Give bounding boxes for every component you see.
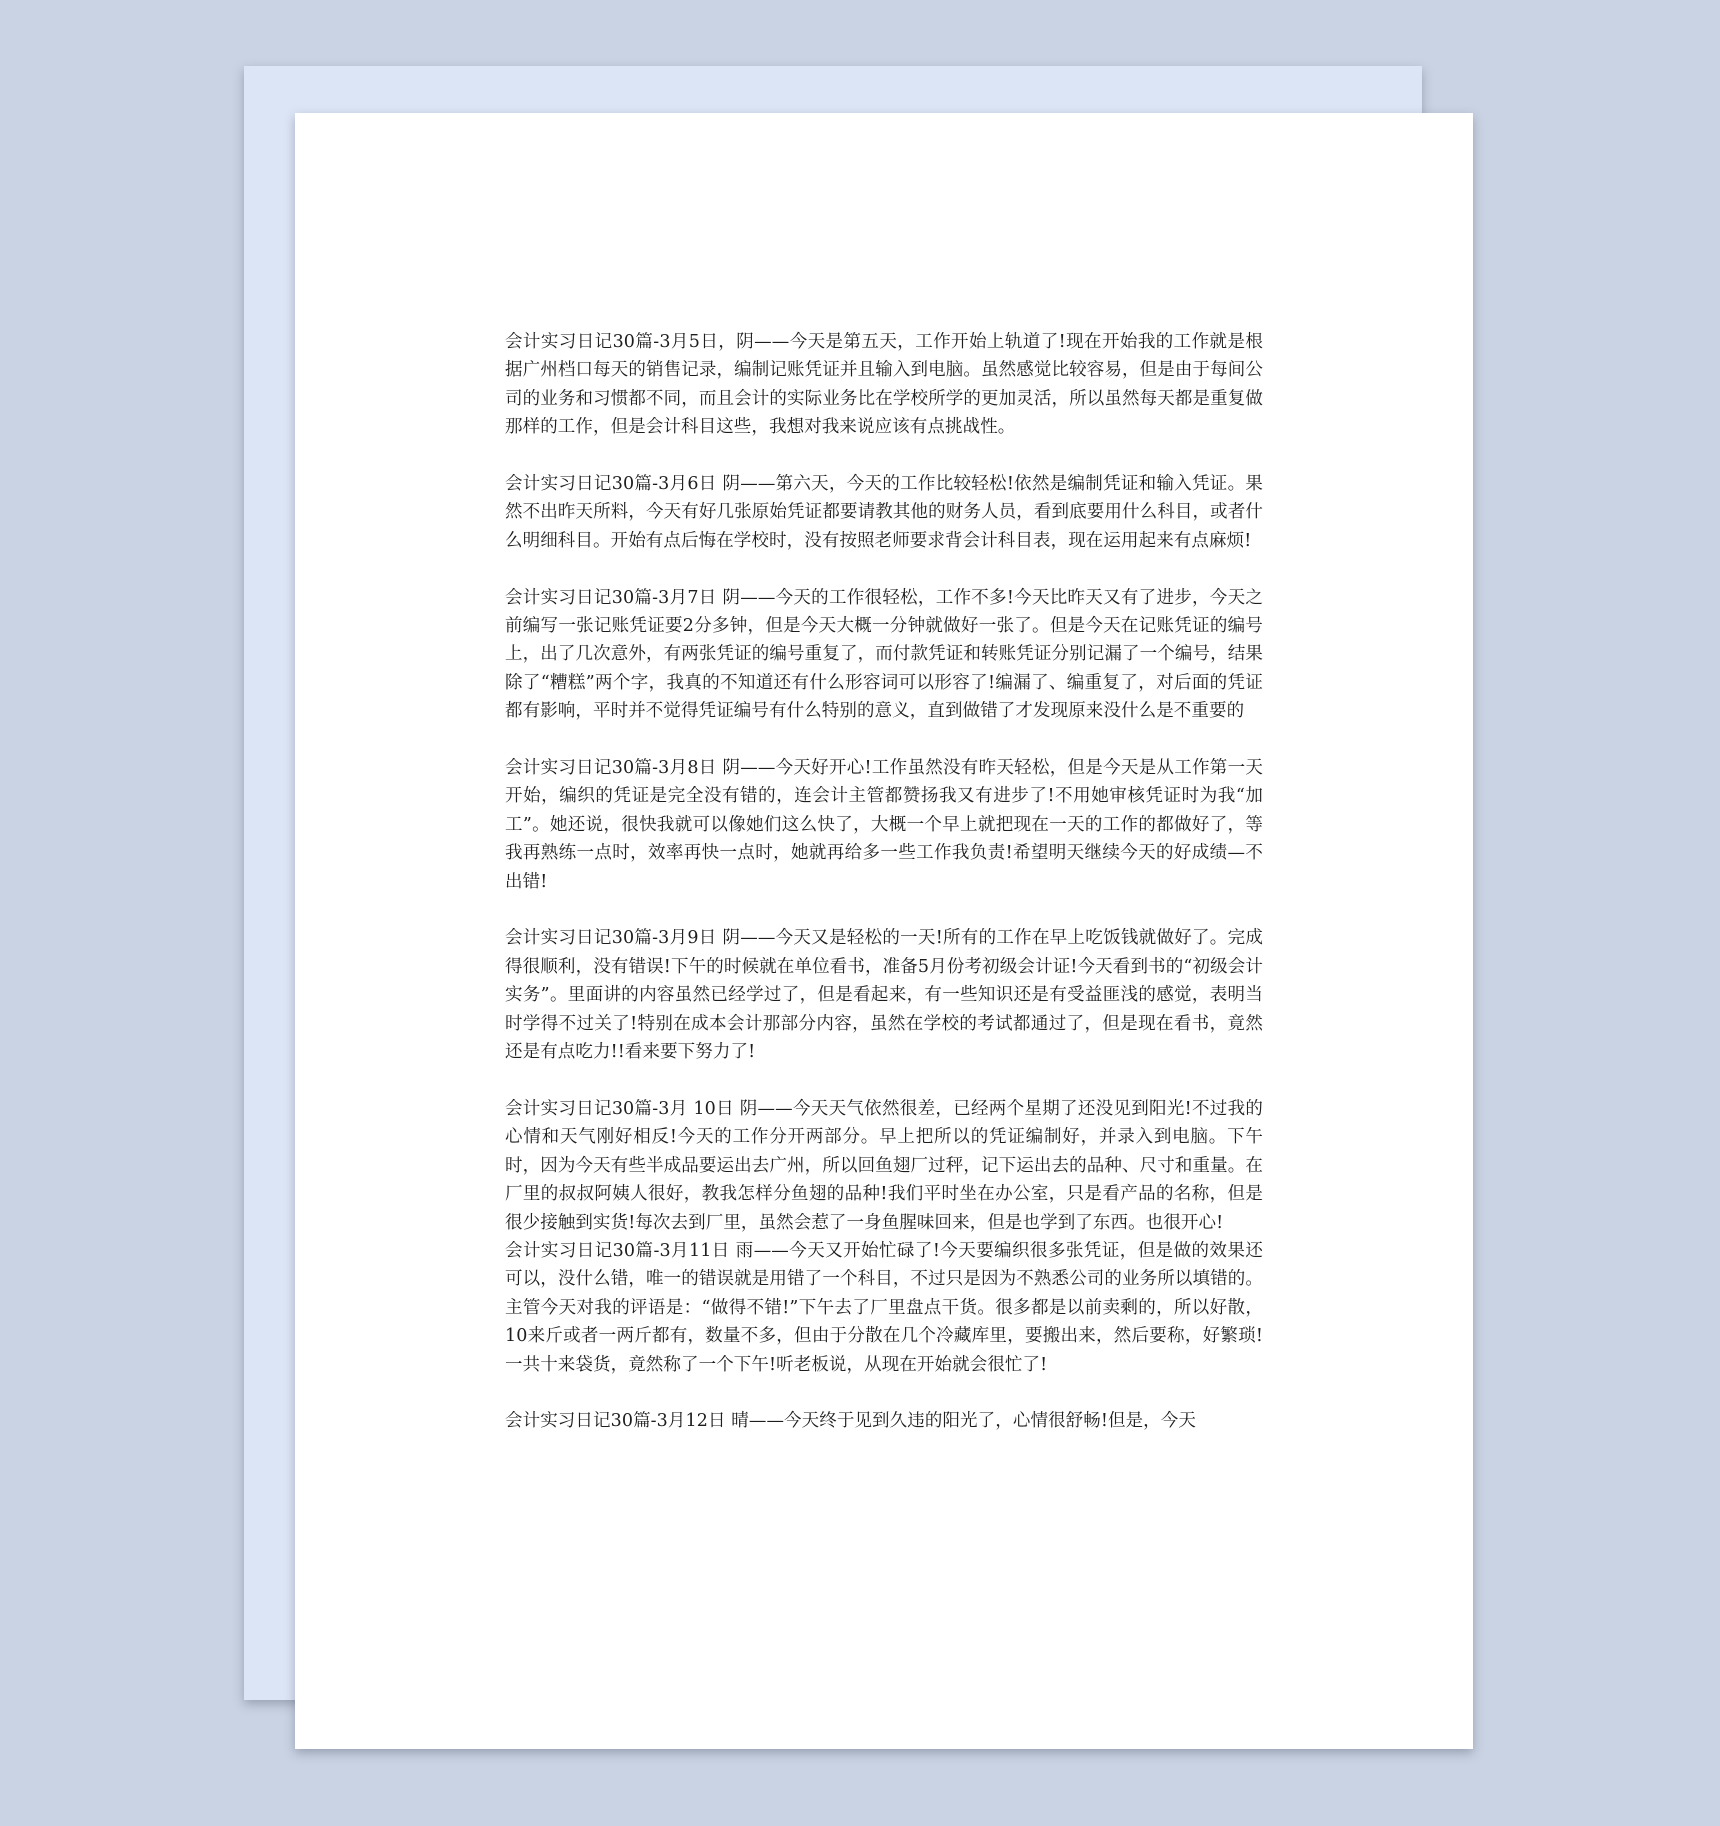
diary-entry-mar-6: 会计实习日记30篇-3月6日 阴——第六天，今天的工作比较轻松!依然是编制凭证和输入凭证。果然不出昨天所料，今天有好几张原始凭证都要请教其他的财务人员，看到底要用什么科目，或者什么明细科目。开始有点后悔在学校时，没有按照老师要求背会计科目表，现在运用起来有点麻烦! [505, 474, 1263, 551]
document-body [505, 328, 1263, 1464]
diary-entry-mar-8: 会计实习日记30篇-3月8日 阴——今天好开心!工作虽然没有昨天轻松，但是今天是从工作第一天开始，编织的凭证是完全没有错的，连会计主管都赞扬我又有进步了!不用她审核凭证时为我“加工”。她还说，很快我就可以像她们这么快了，大概一个早上就把现在一天的工作的都做好了，等我再熟练一点时，效率再快一点时，她就再给多一些工作我负责!希望明天继续今天的好成绩—不出错! [505, 758, 1263, 892]
diary-entry-mar-9: 会计实习日记30篇-3月9日 阴——今天又是轻松的一天!所有的工作在早上吃饭钱就做好了。完成得很顺利，没有错误!下午的时候就在单位看书，准备5月份考初级会计证!今天看到书的“初级会计实务”。里面讲的内容虽然已经学过了，但是看起来，有一些知识还是有受益匪浅的感觉，表明当时学得不过关了!特别在成本会计那部分内容，虽然在学校的考试都通过了，但是现在看书，竟然还是有点吃力!!看来要下努力了! [505, 928, 1263, 1063]
diary-entry-mar-12: 会计实习日记30篇-3月12日 晴——今天终于见到久违的阳光了，心情很舒畅!但是，今天 [505, 1411, 1196, 1432]
diary-entry-mar-5: 会计实习日记30篇-3月5日，阴——今天是第五天，工作开始上轨道了!现在开始我的工作就是根据广州档口每天的销售记录，编制记账凭证并且输入到电脑。虽然感觉比较容易，但是由于每间公司的业务和习惯都不同，而且会计的实际业务比在学校所学的更加灵活，所以虽然每天都是重复做那样的工作，但是会计科目这些，我想对我来说应该有点挑战性。 [505, 332, 1263, 438]
diary-entry-mar-7: 会计实习日记30篇-3月7日 阴——今天的工作很轻松，工作不多!今天比昨天又有了进步，今天之前编写一张记账凭证要2分多钟，但是今天大概一分钟就做好一张了。但是今天在记账凭证的编号上，出了几次意外，有两张凭证的编号重复了，而付款凭证和转账凭证分别记漏了一个编号，结果除了“糟糕”两个字，我真的不知道还有什么形容词可以形容了!编漏了、编重复了，对后面的凭证都有影响，平时并不觉得凭证编号有什么特别的意义，直到做错了才发现原来没什么是不重要的 [505, 587, 1263, 722]
diary-entry-mar-10: 会计实习日记30篇-3月 10日 阴——今天天气依然很差，已经两个星期了还没见到阳光!不过我的心情和天气刚好相反!今天的工作分开两部分。早上把所以的凭证编制好，并录入到电脑。下午时，因为今天有些半成品要运出去广州，所以回鱼翅厂过秤，记下运出去的品种、尺寸和重量。在厂里的叔叔阿姨人很好，教我怎样分鱼翅的品种!我们平时坐在办公室，只是看产品的名称，但是很少接触到实货!每次去到厂里，虽然会惹了一身鱼腥味回来，但是也学到了东西。也很开心! [505, 1098, 1263, 1233]
diary-entry-mar-11: 会计实习日记30篇-3月11日 雨——今天又开始忙碌了!今天要编织很多张凭证，但是做的效果还可以，没什么错，唯一的错误就是用错了一个科目，不过只是因为不熟悉公司的业务所以填错的。主管今天对我的评语是：“做得不错!”下午去了厂里盘点干货。很多都是以前卖剩的，所以好散，10来斤或者一两斤都有，数量不多，但由于分散在几个冷藏库里，要搬出来，然后要称，好繁琐!一共十来袋货，竟然称了一个下午!听老板说，从现在开始就会很忙了! [505, 1240, 1263, 1375]
